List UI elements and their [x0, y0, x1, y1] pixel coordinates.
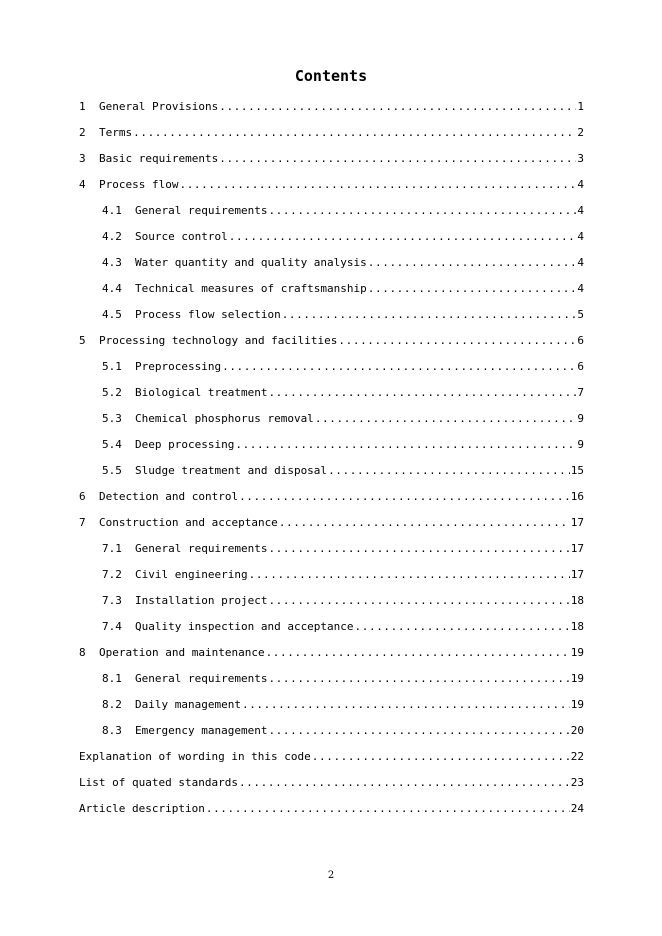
toc-entry-page: 1	[577, 100, 584, 113]
toc-entry-label: Water quantity and quality analysis	[135, 256, 367, 269]
toc-entry-page: 16	[570, 490, 584, 503]
toc-entry-number: 8.3	[102, 724, 122, 737]
toc-entry-page: 17	[570, 542, 584, 555]
toc-entry[interactable]	[79, 172, 584, 198]
dot-leader	[268, 588, 569, 614]
toc-entry-label: Detection and control	[99, 490, 239, 503]
toc-entry-page: 5	[577, 308, 584, 321]
toc-entry-label: Operation and maintenance	[99, 646, 265, 659]
toc-entry-label: Biological treatment	[135, 386, 268, 399]
toc-entry-number: 5.2	[102, 386, 122, 399]
toc-entry-number: 8.1	[102, 672, 122, 685]
toc-entry-number: 5	[79, 334, 86, 347]
toc-entry-page: 22	[570, 750, 584, 763]
toc-entry[interactable]	[79, 744, 584, 770]
toc-entry-page: 3	[577, 152, 584, 165]
toc-entry-label: Chemical phosphorus removal	[135, 412, 314, 425]
toc-entry-page: 17	[570, 568, 584, 581]
toc-entry-page: 2	[577, 126, 584, 139]
toc-entry[interactable]	[79, 354, 584, 380]
toc-entry-number: 7.1	[102, 542, 122, 555]
dot-leader	[268, 718, 569, 744]
dot-leader	[368, 276, 577, 302]
toc-entry-number: 4.1	[102, 204, 122, 217]
toc-entry[interactable]	[79, 562, 584, 588]
toc-entry[interactable]	[79, 146, 584, 172]
toc-entry-number: 6	[79, 490, 86, 503]
dot-leader	[338, 328, 576, 354]
toc-entry[interactable]	[79, 94, 584, 120]
toc-entry-number: 4	[79, 178, 86, 191]
toc-entry-number: 4.3	[102, 256, 122, 269]
toc-entry[interactable]	[79, 198, 584, 224]
toc-entry[interactable]	[79, 640, 584, 666]
toc-entry[interactable]	[79, 276, 584, 302]
toc-entry-label: Emergency management	[135, 724, 268, 737]
toc-entry-number: 8.2	[102, 698, 122, 711]
dot-leader	[279, 510, 570, 536]
toc-entry[interactable]	[79, 328, 584, 354]
toc-entry-number: 7	[79, 516, 86, 529]
toc-entry[interactable]	[79, 380, 584, 406]
toc-entry-label: Process flow selection	[135, 308, 281, 321]
toc-entry-label: Daily management	[135, 698, 241, 711]
toc-entry-number: 2	[79, 126, 86, 139]
toc-entry-number: 3	[79, 152, 86, 165]
toc-entry-label: General requirements	[135, 204, 268, 217]
toc-entry[interactable]	[79, 510, 584, 536]
toc-entry-page: 9	[577, 412, 584, 425]
toc-entry-label: Quality inspection and acceptance	[135, 620, 354, 633]
dot-leader	[222, 354, 576, 380]
dot-leader	[282, 302, 577, 328]
dot-leader	[266, 640, 570, 666]
toc-entry-number: 7.3	[102, 594, 122, 607]
toc-entry[interactable]	[79, 120, 584, 146]
dot-leader	[268, 536, 569, 562]
toc-entry-page: 23	[570, 776, 584, 789]
dot-leader	[249, 562, 570, 588]
toc-entry-number: 5.3	[102, 412, 122, 425]
toc-entry-label: Article description	[79, 802, 205, 815]
toc-entry-page: 24	[570, 802, 584, 815]
dot-leader	[315, 406, 577, 432]
dot-leader	[229, 224, 577, 250]
toc-entry[interactable]	[79, 614, 584, 640]
dot-leader	[239, 770, 570, 796]
dot-leader	[268, 198, 576, 224]
toc-entry-page: 7	[577, 386, 584, 399]
toc-entry-page: 9	[577, 438, 584, 451]
toc-entry-page: 4	[577, 178, 584, 191]
toc-entry[interactable]	[79, 458, 584, 484]
toc-entry-page: 19	[570, 672, 584, 685]
toc-entry-page: 4	[577, 204, 584, 217]
toc-entry-label: General requirements	[135, 542, 268, 555]
toc-entry-page: 4	[577, 256, 584, 269]
page-number: 2	[327, 870, 335, 881]
toc-entry-label: Source control	[135, 230, 228, 243]
toc-entry[interactable]	[79, 666, 584, 692]
toc-entry-label: Installation project	[135, 594, 268, 607]
dot-leader	[219, 94, 576, 120]
toc-entry-label: Processing technology and facilities	[99, 334, 338, 347]
toc-entry[interactable]	[79, 406, 584, 432]
toc-entry[interactable]	[79, 692, 584, 718]
toc-entry[interactable]	[79, 536, 584, 562]
dot-leader	[179, 172, 576, 198]
dot-leader	[242, 692, 570, 718]
dot-leader	[239, 484, 570, 510]
dot-leader	[133, 120, 576, 146]
toc-entry-number: 5.4	[102, 438, 122, 451]
dot-leader	[235, 432, 576, 458]
toc-entry-page: 18	[570, 594, 584, 607]
dot-leader	[312, 744, 570, 770]
toc-entry-number: 7.2	[102, 568, 122, 581]
toc-entry-page: 6	[577, 360, 584, 373]
dot-leader	[219, 146, 576, 172]
toc-entry-label: General Provisions	[99, 100, 219, 113]
toc-entry-label: Construction and acceptance	[99, 516, 278, 529]
toc-entry-number: 4.2	[102, 230, 122, 243]
toc-entry-page: 4	[577, 230, 584, 243]
toc-entry-page: 17	[570, 516, 584, 529]
dot-leader	[368, 250, 577, 276]
toc-entry-page: 19	[570, 698, 584, 711]
dot-leader	[268, 380, 576, 406]
toc-entry[interactable]	[79, 588, 584, 614]
dot-leader	[355, 614, 570, 640]
toc-entry-label: Deep processing	[135, 438, 235, 451]
toc-entry-number: 4.4	[102, 282, 122, 295]
toc-entry-label: List of quated standards	[79, 776, 238, 789]
dot-leader	[328, 458, 570, 484]
toc-entry-page: 6	[577, 334, 584, 347]
dot-leader	[268, 666, 569, 692]
toc-entry[interactable]	[79, 484, 584, 510]
toc-entry-page: 19	[570, 646, 584, 659]
toc-entry-number: 7.4	[102, 620, 122, 633]
toc-entry-label: Process flow	[99, 178, 179, 191]
toc-entry-number: 1	[79, 100, 86, 113]
table-of-contents	[79, 94, 584, 822]
toc-entry[interactable]	[79, 250, 584, 276]
toc-entry-page: 18	[570, 620, 584, 633]
toc-entry-number: 4.5	[102, 308, 122, 321]
toc-entry-label: Sludge treatment and disposal	[135, 464, 328, 477]
toc-entry[interactable]	[79, 302, 584, 328]
page-title: Contents	[294, 67, 368, 85]
toc-entry-number: 5.5	[102, 464, 122, 477]
toc-entry-label: Basic requirements	[99, 152, 219, 165]
toc-entry-label: Terms	[99, 126, 133, 139]
toc-entry-label: General requirements	[135, 672, 268, 685]
toc-entry-number: 8	[79, 646, 86, 659]
toc-entry-label: Civil engineering	[135, 568, 248, 581]
toc-entry[interactable]	[79, 796, 584, 822]
toc-entry-page: 4	[577, 282, 584, 295]
toc-entry[interactable]	[79, 432, 584, 458]
toc-entry[interactable]	[79, 770, 584, 796]
toc-entry-label: Technical measures of craftsmanship	[135, 282, 367, 295]
dot-leader	[206, 796, 570, 822]
toc-entry[interactable]	[79, 718, 584, 744]
toc-entry-number: 5.1	[102, 360, 122, 373]
toc-entry[interactable]	[79, 224, 584, 250]
toc-entry-page: 20	[570, 724, 584, 737]
toc-entry-label: Explanation of wording in this code	[79, 750, 311, 763]
toc-entry-label: Preprocessing	[135, 360, 222, 373]
toc-entry-page: 15	[570, 464, 584, 477]
